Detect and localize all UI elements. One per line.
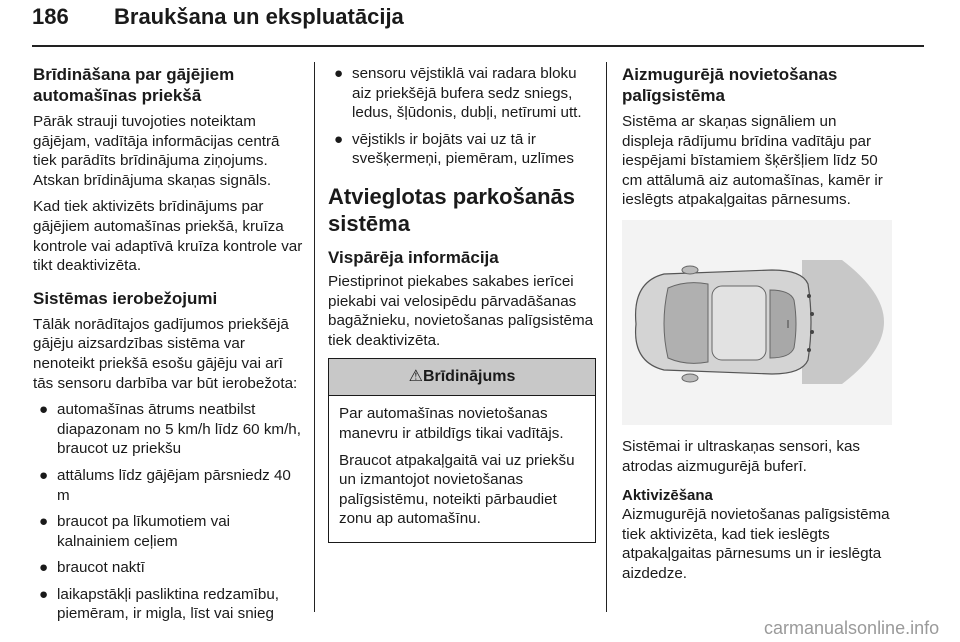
list-item: ● laikapstākļi pasliktina redzamību, piemēram, ir migla, līst vai snieg bbox=[33, 585, 303, 624]
car-top-view-illustration bbox=[622, 220, 892, 425]
list-item: ● automašīnas ātrums neatbilst diapazonam no 5 km/h līdz 60 km/h, braucot uz priekšu bbox=[33, 400, 303, 459]
paragraph: Pārāk strauji tuvojoties noteiktam gājējam, vadītāja informācijas centrā tiek parādīts brīdinājuma ziņojums. Atskan brīdinājuma skaņas signāls. bbox=[33, 113, 280, 189]
paragraph: Aizmugurējā novietošanas palīgsistēma tiek aktivizēta, kad tiek ieslēgts atpakaļgaitas pārnesums un ir ieslēgta aizdedze. bbox=[622, 506, 890, 582]
warning-header bbox=[329, 359, 595, 396]
warning-paragraph: Braucot atpakaļgaitā vai uz priekšu un izmantojot novietošanas palīgsistēmu, noteikti pārbaudiet zonu ap automašīnu. bbox=[339, 451, 575, 528]
chapter-title: Braukšana un ekspluatācija bbox=[114, 4, 404, 29]
bullet-icon: ● bbox=[39, 466, 49, 484]
bullet-icon: ● bbox=[39, 401, 49, 419]
bullet-icon: ● bbox=[334, 65, 344, 82]
column-2 bbox=[328, 64, 596, 543]
warning-title: Brīdinājums bbox=[422, 368, 516, 386]
list-item: ● braucot pa līkumotiem vai kalnainiem ceļiem bbox=[33, 512, 303, 551]
section-title-system-limits: Sistēmas ierobežojumi bbox=[33, 288, 218, 308]
paragraph: Tālāk norādītajos gadījumos priekšējā gājēju aizsardzības sistēma var nenoteikt priekšā esošu gājēju vai arī tās sensoru darbība var būt ierobežota: bbox=[33, 315, 298, 392]
subsection-title-general-info: Vispārēja informācija bbox=[328, 247, 499, 267]
section-title-rear-parking-assist: Aizmugurējā novietošanas palīgsistēma bbox=[622, 65, 838, 105]
warning-body bbox=[329, 396, 595, 542]
column-divider-1 bbox=[314, 62, 315, 612]
page-header bbox=[32, 4, 930, 44]
warning-box bbox=[328, 358, 596, 543]
subsection-title-activation: Aktivizēšana bbox=[622, 487, 713, 505]
column-1 bbox=[33, 64, 303, 631]
paragraph: Sistēmai ir ultraskaņas sensori, kas atrodas aizmugurējā buferī. bbox=[622, 437, 861, 475]
header-rule bbox=[32, 45, 924, 47]
page-number: 186 bbox=[32, 4, 69, 29]
column-divider-2 bbox=[606, 62, 607, 612]
bullet-icon: ● bbox=[39, 559, 49, 577]
bullet-icon: ● bbox=[39, 585, 49, 603]
warning-paragraph: Par automašīnas novietošanas manevru ir atbildīgs tikai vadītājs. bbox=[339, 405, 564, 442]
section-title-pedestrian-warning: Brīdināšana par gājējiem automašīnas priekšā bbox=[33, 65, 235, 105]
list-item: ● sensoru vējstiklā vai radara bloku aiz priekšējā bufera sedz sniegs, ledus, šļūdonis, dubļi, netīrumi utt. bbox=[328, 64, 596, 123]
warning-triangle-icon: ⚠ bbox=[408, 368, 423, 386]
list-item: ● attālums līdz gājējam pārsniedz 40 m bbox=[33, 466, 303, 505]
watermark: carmanualsonline.info bbox=[764, 618, 940, 638]
column-3 bbox=[622, 64, 892, 591]
paragraph: Kad tiek aktivizēts brīdinājums par gājējiem automašīnas priekšā, kruīza kontrole vai adaptīvā kruīza kontrole var tikt deaktivizēta. bbox=[33, 198, 303, 275]
rear-parking-sensor-illustration bbox=[622, 220, 892, 425]
list-item: ● braucot naktī bbox=[33, 558, 303, 578]
bullet-icon: ● bbox=[334, 130, 344, 148]
section-title-parking-assist: Atvieglotas parkošanās sistēma bbox=[328, 183, 575, 236]
paragraph: Sistēma ar skaņas signāliem un displeja rādījumu brīdina vadītāju par iespējami bīstamiem šķēršļiem līdz 50 cm attālumā aiz automašīnas, kamēr ir ieslēgts atpakaļgaitas pārnesums. bbox=[622, 113, 883, 209]
list-item: ● vējstikls ir bojāts vai uz tā ir svešķermeņi, piemēram, uzlīmes bbox=[328, 130, 596, 169]
bullet-icon: ● bbox=[39, 513, 49, 531]
paragraph: Piestiprinot piekabes sakabes ierīcei piekabi vai velosipēdu pārvadāšanas bagāžnieku, novietošanas palīgsistēma tiek deaktivizēta. bbox=[328, 272, 594, 349]
